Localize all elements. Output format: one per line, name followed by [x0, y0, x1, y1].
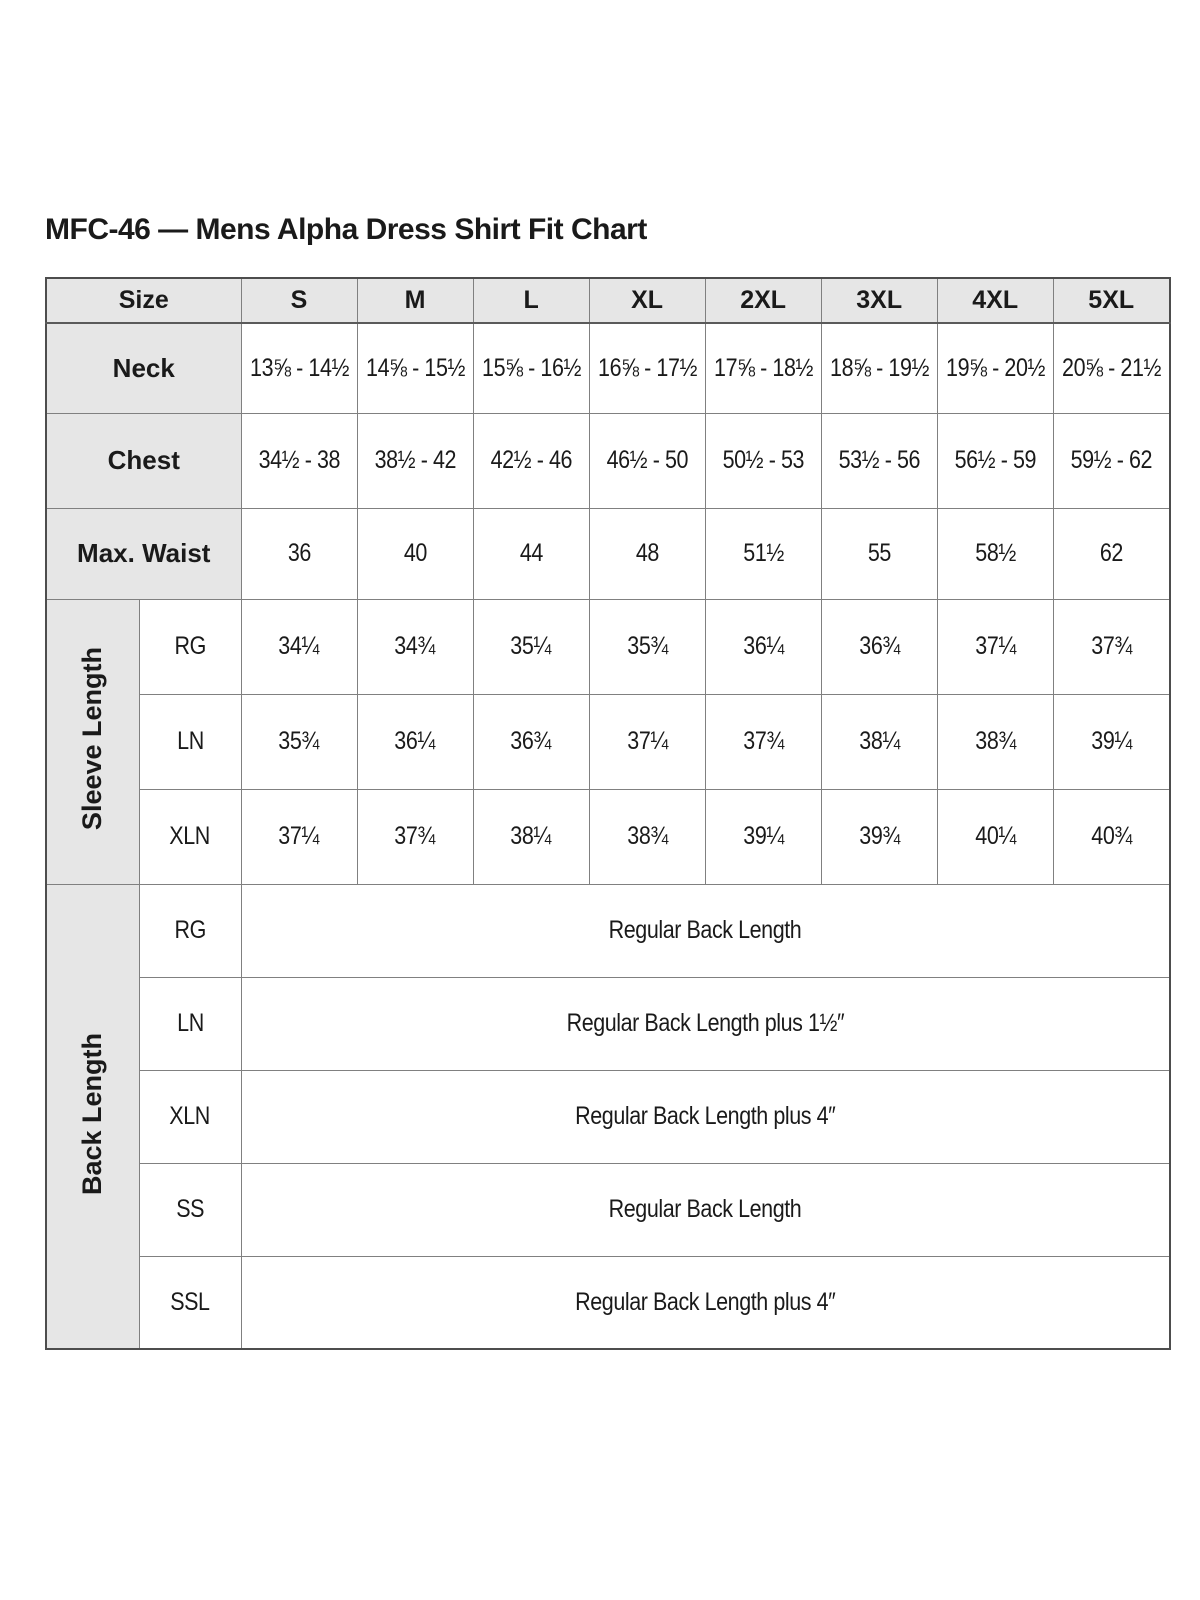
- sleeve-xln-value: 39¾: [858, 822, 900, 850]
- sleeve-xln-value: 40¾: [1090, 822, 1132, 850]
- back-variant-label-rg: RG: [139, 884, 241, 977]
- chest-cell: [705, 413, 821, 508]
- sleeve-rg-cell: [589, 599, 705, 694]
- sleeve-ln-value: 38¾: [974, 727, 1016, 755]
- sleeve-xln-cell: [473, 789, 589, 884]
- back-rg-row: [46, 884, 1170, 977]
- back-length-label-text: Back Length: [77, 1032, 108, 1195]
- max-waist-row-label: Max. Waist: [46, 508, 241, 599]
- sleeve-variant-label-ln: LN: [139, 694, 241, 789]
- back-ln-description: Regular Back Length plus 1½″: [566, 1009, 844, 1037]
- sleeve-ln-cell: [589, 694, 705, 789]
- chest-row: [46, 413, 1170, 508]
- sleeve-rg-row: [46, 599, 1170, 694]
- chest-value: 53½ - 56: [838, 446, 920, 474]
- back-variant-label-xln: XLN: [139, 1070, 241, 1163]
- chest-value: 42½ - 46: [490, 446, 572, 474]
- sleeve-xln-value: 37¼: [278, 822, 320, 850]
- sleeve-xln-value: 40¼: [974, 822, 1016, 850]
- neck-value: 19⅝ - 20½: [945, 353, 1045, 382]
- sleeve-ln-value: 36¾: [510, 727, 552, 755]
- neck-cell: [241, 323, 357, 413]
- sleeve-xln-cell: [589, 789, 705, 884]
- size-column-header-l: L: [473, 278, 589, 323]
- neck-cell: [821, 323, 937, 413]
- neck-value: 13⅝ - 14½: [249, 353, 349, 382]
- sleeve-ln-cell: [1053, 694, 1170, 789]
- sleeve-ln-cell: [937, 694, 1053, 789]
- size-column-header-4xl: 4XL: [937, 278, 1053, 323]
- back-ss-description: Regular Back Length: [608, 1195, 802, 1223]
- sleeve-xln-cell: [357, 789, 473, 884]
- sleeve-rg-value: 37¼: [974, 632, 1016, 660]
- sleeve-rg-cell: [1053, 599, 1170, 694]
- back-ssl-row: [46, 1256, 1170, 1349]
- size-corner-cell: Size: [46, 278, 241, 323]
- size-column-header-2xl: 2XL: [705, 278, 821, 323]
- neck-value: 17⅝ - 18½: [713, 353, 813, 382]
- chest-value: 34½ - 38: [258, 446, 340, 474]
- sleeve-rg-cell: [705, 599, 821, 694]
- max-waist-cell: [241, 508, 357, 599]
- max-waist-value: 36: [287, 539, 311, 567]
- sleeve-rg-cell: [357, 599, 473, 694]
- sleeve-xln-cell: [241, 789, 357, 884]
- sleeve-ln-cell: [241, 694, 357, 789]
- sleeve-ln-cell: [473, 694, 589, 789]
- neck-cell: [589, 323, 705, 413]
- back-variant-label-ss: SS: [139, 1163, 241, 1256]
- chest-cell: [1053, 413, 1170, 508]
- back-xln-row: [46, 1070, 1170, 1163]
- back-ln-description-cell: [241, 977, 1170, 1070]
- sleeve-rg-value: 34¼: [278, 632, 320, 660]
- neck-value: 16⅝ - 17½: [597, 353, 697, 382]
- sleeve-rg-value: 34¾: [394, 632, 436, 660]
- sleeve-variant-label-rg: RG: [139, 599, 241, 694]
- size-column-header-xl: XL: [589, 278, 705, 323]
- sleeve-xln-value: 38¼: [510, 822, 552, 850]
- neck-value: 20⅝ - 21½: [1061, 353, 1161, 382]
- neck-cell: [705, 323, 821, 413]
- back-ssl-description-cell: [241, 1256, 1170, 1349]
- sleeve-rg-value: 37¾: [1090, 632, 1132, 660]
- back-ss-row: [46, 1163, 1170, 1256]
- sleeve-ln-value: 37¼: [626, 727, 668, 755]
- chest-cell: [821, 413, 937, 508]
- back-xln-description-cell: [241, 1070, 1170, 1163]
- sleeve-ln-cell: [705, 694, 821, 789]
- sleeve-ln-cell: [357, 694, 473, 789]
- sleeve-xln-cell: [821, 789, 937, 884]
- sleeve-rg-cell: [937, 599, 1053, 694]
- sleeve-rg-cell: [821, 599, 937, 694]
- back-ln-row: [46, 977, 1170, 1070]
- sleeve-rg-cell: [241, 599, 357, 694]
- sleeve-xln-cell: [1053, 789, 1170, 884]
- back-rg-description: Regular Back Length: [608, 916, 802, 944]
- back-ss-description-cell: [241, 1163, 1170, 1256]
- sleeve-xln-cell: [705, 789, 821, 884]
- sleeve-length-section-label: [46, 599, 139, 884]
- chest-value: 56½ - 59: [954, 446, 1036, 474]
- neck-cell: [357, 323, 473, 413]
- max-waist-value: 48: [635, 539, 659, 567]
- sleeve-rg-value: 36¼: [742, 632, 784, 660]
- sleeve-length-label-text: Sleeve Length: [77, 647, 108, 831]
- chest-cell: [589, 413, 705, 508]
- neck-value: 14⅝ - 15½: [365, 353, 465, 382]
- size-column-header-m: M: [357, 278, 473, 323]
- sleeve-xln-value: 39¼: [742, 822, 784, 850]
- page-title: MFC-46 — Mens Alpha Dress Shirt Fit Chart: [45, 213, 647, 246]
- max-waist-cell: [473, 508, 589, 599]
- chest-value: 59½ - 62: [1070, 446, 1152, 474]
- neck-row-label: Neck: [46, 323, 241, 413]
- sleeve-ln-row: [46, 694, 1170, 789]
- max-waist-cell: [821, 508, 937, 599]
- neck-cell: [1053, 323, 1170, 413]
- back-rg-description-cell: [241, 884, 1170, 977]
- sleeve-ln-value: 36¼: [394, 727, 436, 755]
- max-waist-value: 51½: [742, 539, 784, 567]
- sleeve-ln-value: 38¼: [858, 727, 900, 755]
- max-waist-value: 44: [519, 539, 543, 567]
- sleeve-ln-cell: [821, 694, 937, 789]
- chest-cell: [473, 413, 589, 508]
- fit-chart-table: [45, 277, 1171, 1350]
- neck-cell: [937, 323, 1053, 413]
- sleeve-rg-value: 35¾: [626, 632, 668, 660]
- max-waist-cell: [705, 508, 821, 599]
- neck-cell: [473, 323, 589, 413]
- size-column-header-5xl: 5XL: [1053, 278, 1170, 323]
- max-waist-cell: [589, 508, 705, 599]
- max-waist-cell: [357, 508, 473, 599]
- neck-value: 15⅝ - 16½: [481, 353, 581, 382]
- max-waist-value: 62: [1099, 539, 1123, 567]
- sleeve-ln-value: 39¼: [1090, 727, 1132, 755]
- max-waist-value: 58½: [974, 539, 1016, 567]
- chest-cell: [241, 413, 357, 508]
- back-variant-label-ssl: SSL: [139, 1256, 241, 1349]
- max-waist-cell: [1053, 508, 1170, 599]
- neck-row: [46, 323, 1170, 413]
- back-variant-label-ln: LN: [139, 977, 241, 1070]
- chest-row-label: Chest: [46, 413, 241, 508]
- chest-cell: [357, 413, 473, 508]
- chest-cell: [937, 413, 1053, 508]
- sleeve-rg-cell: [473, 599, 589, 694]
- back-xln-description: Regular Back Length plus 4″: [575, 1102, 836, 1130]
- back-length-section-label: [46, 884, 139, 1349]
- size-column-header-s: S: [241, 278, 357, 323]
- sleeve-xln-cell: [937, 789, 1053, 884]
- sleeve-ln-value: 37¾: [742, 727, 784, 755]
- chest-value: 38½ - 42: [374, 446, 456, 474]
- sleeve-rg-value: 35¼: [510, 632, 552, 660]
- sleeve-xln-value: 37¾: [394, 822, 436, 850]
- size-column-header-3xl: 3XL: [821, 278, 937, 323]
- sleeve-variant-label-xln: XLN: [139, 789, 241, 884]
- header-row: [46, 278, 1170, 323]
- max-waist-value: 55: [867, 539, 891, 567]
- sleeve-xln-value: 38¾: [626, 822, 668, 850]
- max-waist-cell: [937, 508, 1053, 599]
- sleeve-rg-value: 36¾: [858, 632, 900, 660]
- max-waist-value: 40: [403, 539, 427, 567]
- back-ssl-description: Regular Back Length plus 4″: [575, 1287, 836, 1316]
- neck-value: 18⅝ - 19½: [829, 353, 929, 382]
- sleeve-xln-row: [46, 789, 1170, 884]
- chest-value: 46½ - 50: [606, 446, 688, 474]
- max-waist-row: [46, 508, 1170, 599]
- sleeve-ln-value: 35¾: [278, 727, 320, 755]
- chest-value: 50½ - 53: [722, 446, 804, 474]
